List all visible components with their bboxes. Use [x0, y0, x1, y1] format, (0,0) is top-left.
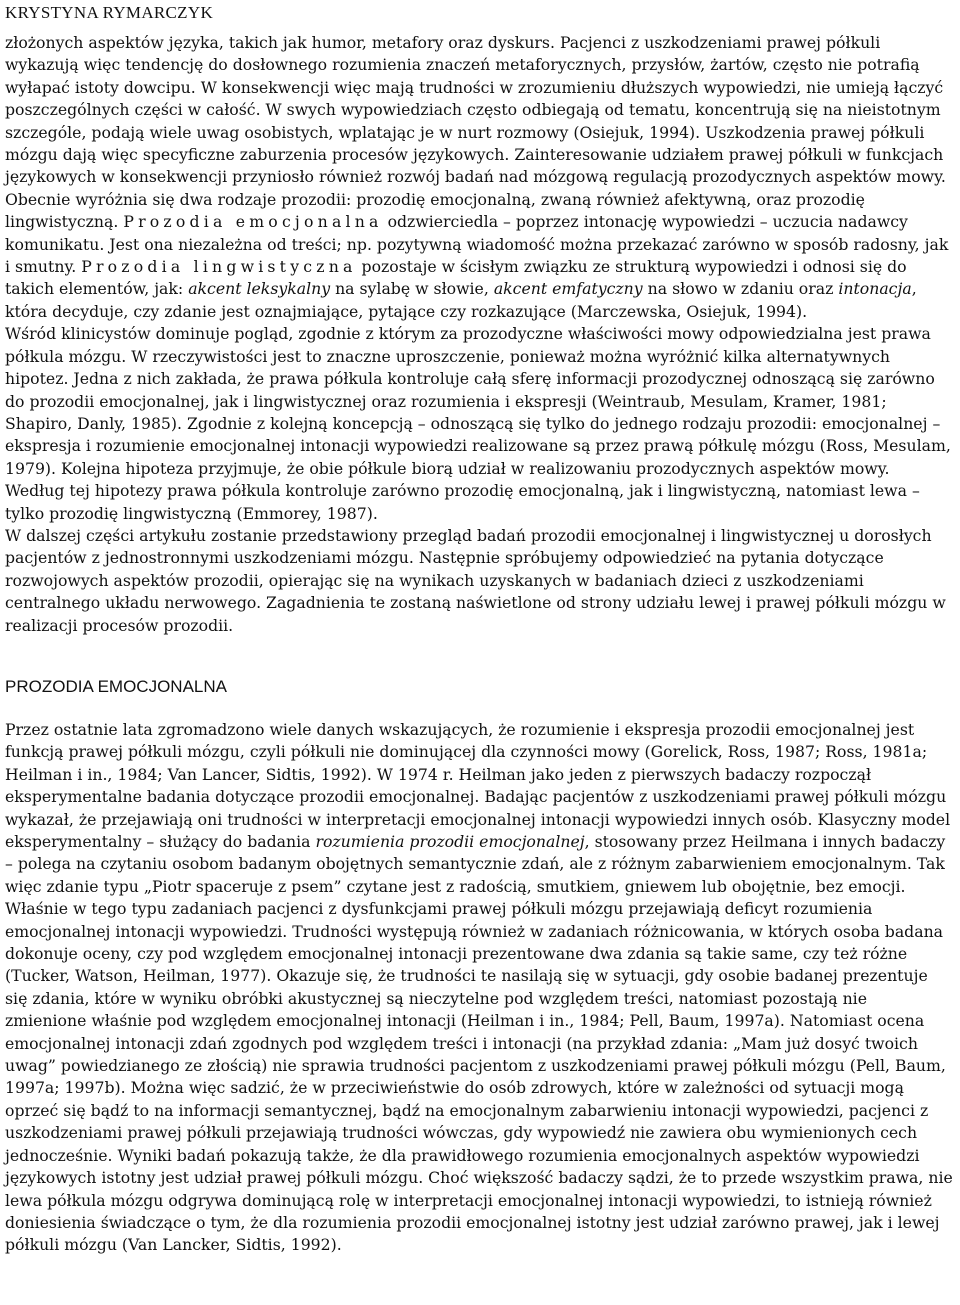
- italic-term: rozumienia prozodii emocjonalnej: [315, 832, 585, 851]
- text-span: , która decyduje, czy zdanie jest oznajmiające, pytające czy rozkazujące (Marczewska, Osiejuk, 1994).: [5, 279, 917, 321]
- section-paragraph-1: [5, 719, 953, 1257]
- intro-paragraph-1: złożonych aspektów języka, takich jak humor, metafory oraz dyskurs. Pacjenci z uszkodzeniami prawej półkuli wykazują więc tendencję do dosłownego rozumienia znaczeń metaforycznych, przysłów, żartów, często nie potrafią wyłapać istoty dowcipu. W konsekwencji więc mają trudności w zrozumieniu dłuższych wypowiedzi, nie umieją łączyć poszczególnych części w całość. W swych wypowiedziach często odbiegają od tematu, koncentrują się na nieistotnym szczególe, podają wiele uwag osobistych, wplatając je w nurt rozmowy (Osiejuk, 1994). Uszkodzenia prawej półkuli mózgu dają więc specyficzne zaburzenia procesów językowych. Zainteresowanie udziałem prawej półkuli w funkcjach językowych w konsekwencji przyniosło również rozwój badań nad mózgową regulacją prozodycznych aspektów mowy.: [5, 33, 946, 187]
- italic-term: intonacja: [838, 279, 912, 299]
- intro-paragraph-2: [5, 189, 953, 323]
- term-emotional-prosody: Prozodia emocjonalna: [123, 212, 383, 232]
- term-linguistic-prosody: Prozodia lingwistyczna: [81, 257, 357, 277]
- italic-term: akcent emfatyczny: [493, 279, 643, 299]
- intro-paragraph-4: W dalszej części artykułu zostanie przedstawiony przegląd badań prozodii emocjonalnej i lingwistycznej u dorosłych pacjentów z jednostronnymi uszkodzeniami mózgu. Następnie spróbujemy odpowiedzieć na pytania dotyczące rozwojowych aspektów prozodii, opierając się na wynikach uzyskanych w badaniach dzieci z uszkodzeniami centralnego układu nerwowego. Zagadnienia te zostaną naświetlone od strony udziału lewej i prawej półkuli mózgu w realizacji procesów prozodii.: [5, 525, 946, 635]
- text-span: Przez ostatnie lata zgromadzono wiele danych wskazujących, że rozumienie i ekspresja prozodii emocjonalnej jest funkcją prawej półkuli mózgu, czyli półkuli nie dominującej dla czynności mowy (Gorelick, Ross, 1987; Ross, 1981a; Heilman i in., 1984; Van Lancer, Sidtis, 1992). W 1974 r. Heilman jako jeden z pierwszych badaczy rozpoczął eksperymentalne badania dotyczące prozodii emocjonalnej. Badając pacjentów z uszkodzeniami prawej półkuli mózgu wykazał, że przejawiają oni trudności w interpretacji emocjonalnej intonacji wypowiedzi innych osób. Klasyczny model eksperymentalny – służący do badania: [5, 719, 951, 851]
- text-span: na słowo w zdaniu oraz: [642, 279, 839, 299]
- text-span: Obecnie wyróżnia się dwa rodzaje prozodii: prozodię emocjonalną, zwaną również afektywną, oraz prozodię lingwistyczną.: [5, 189, 865, 232]
- running-head-author: KRYSTYNA RYMARCZYK: [5, 3, 214, 22]
- text-span: pozostaje w ścisłym związku ze strukturą wypowiedzi i odnosi się do takich elementów, jak:: [5, 257, 907, 299]
- italic-term: akcent leksykalny: [188, 279, 331, 299]
- text-span: na sylabę w słowie,: [330, 279, 494, 299]
- section-body: [5, 719, 953, 1257]
- text-span: odzwierciedla – poprzez intonację wypowiedzi – uczucia nadawcy komunikatu. Jest ona niezależna od treści; np. pozytywną wiadomość można przekazać zarówno w sposób radosny, jak i smutny.: [5, 212, 949, 277]
- text-span: , stosowany przez Heilmana i innych badaczy – polega na czytaniu osobom badanym obojętnych semantycznie zdań, ale z różnym zabarwieniem emocjonalnym. Tak więc zdanie typu „Piotr spaceruje z psem” czytane jest z radością, smutkiem, gniewem lub obojętnie, bez emocji. Właśnie w tego typu zadaniach pacjenci z dysfunkcjami prawej półkuli mózgu przejawiają deficyt rozumienia emocjonalnej intonacji wypowiedzi. Trudności występują również w zadaniach różnicowania, w których osoba badana dokonuje oceny, czy pod względem emocjonalnej intonacji prezentowane dwa zdania są takie same, czy też różne (Tucker, Watson, Heilman, 1977). Okazuje się, że trudności te nasilają się w sytuacji, gdy osobie badanej prezentuje się zdania, które w wyniku obróbki akustycznej są nieczytelne pod względem treści, natomiast pozostają nie zmienione właśnie pod względem emocjonalnej intonacji (Heilman i in., 1984; Pell, Baum, 1997a). Natomiast ocena emocjonalnej intonacji zdań zgodnych pod względem treści i intonacji (na przykład zdania: „Mam już dosyć twoich uwag” powiedzianego ze złością) nie sprawia trudności pacjentom z uszkodzeniami prawej półkuli mózgu (Pell, Baum, 1997a; 1997b). Można więc sadzić, że w przeciwieństwie do osób zdrowych, które w zależności od sytuacji mogą oprzeć się bądź to na informacji semantycznej, bądź na emocjonalnym zabarwieniu intonacji wypowiedzi, pacjenci z uszkodzeniami prawej półkuli przejawiają trudności wówczas, gdy wypowiedź nie zawiera obu wymienionych cech jednocześnie. Wyniki badań pokazują także, że dla prawidłowego rozumienia emocjonalnych aspektów wypowiedzi językowych istotny jest udział prawej półkuli mózgu. Choć większość badaczy sądzi, że to przede wszystkim prawa, nie lewa półkula mózgu odgrywa dominującą rolę w interpretacji emocjonalnej intonacji wypowiedzi, to istnieją również doniesienia świadczące o tym, że dla rozumienia prozodii emocjonalnej istotny jest udział zarówno prawej, jak i lewej półkuli mózgu (Van Lancker, Sidtis, 1992).: [5, 832, 953, 1255]
- intro-paragraph-3: Wśród klinicystów dominuje pogląd, zgodnie z którym za prozodyczne właściwości mowy odpowiedzialna jest prawa półkula mózgu. W rzeczywistości jest to znaczne uproszczenie, ponieważ można wyróżnić kilka alternatywnych hipotez. Jedna z nich zakłada, że prawa półkula kontroluje całą sferę informacji prozodycznej odnoszącą się zarówno do prozodii emocjonalnej, jak i lingwistycznej oraz rozumienia i ekspresji (Weintraub, Mesulam, Kramer, 1981; Shapiro, Danly, 1985). Zgodnie z kolejną koncepcją – odnoszącą się tylko do jednego rodzaju prozodii: emocjonalnej – ekspresja i rozumienie emocjonalnej intonacji wypowiedzi realizowane są przez prawą półkulę mózgu (Ross, Mesulam, 1979). Kolejna hipoteza przyjmuje, że obie półkule biorą udział w realizowaniu prozodycznych aspektów mowy. Według tej hipotezy prawa półkula kontroluje zarówno prozodię emocjonalną, jak i lingwistyczną, natomiast lewa – tylko prozodię lingwistyczną (Emmorey, 1987).: [5, 324, 951, 523]
- document-page: [5, 0, 953, 1257]
- section-heading: PROZODIA EMOCJONALNA: [5, 676, 227, 696]
- intro-body: [5, 32, 953, 637]
